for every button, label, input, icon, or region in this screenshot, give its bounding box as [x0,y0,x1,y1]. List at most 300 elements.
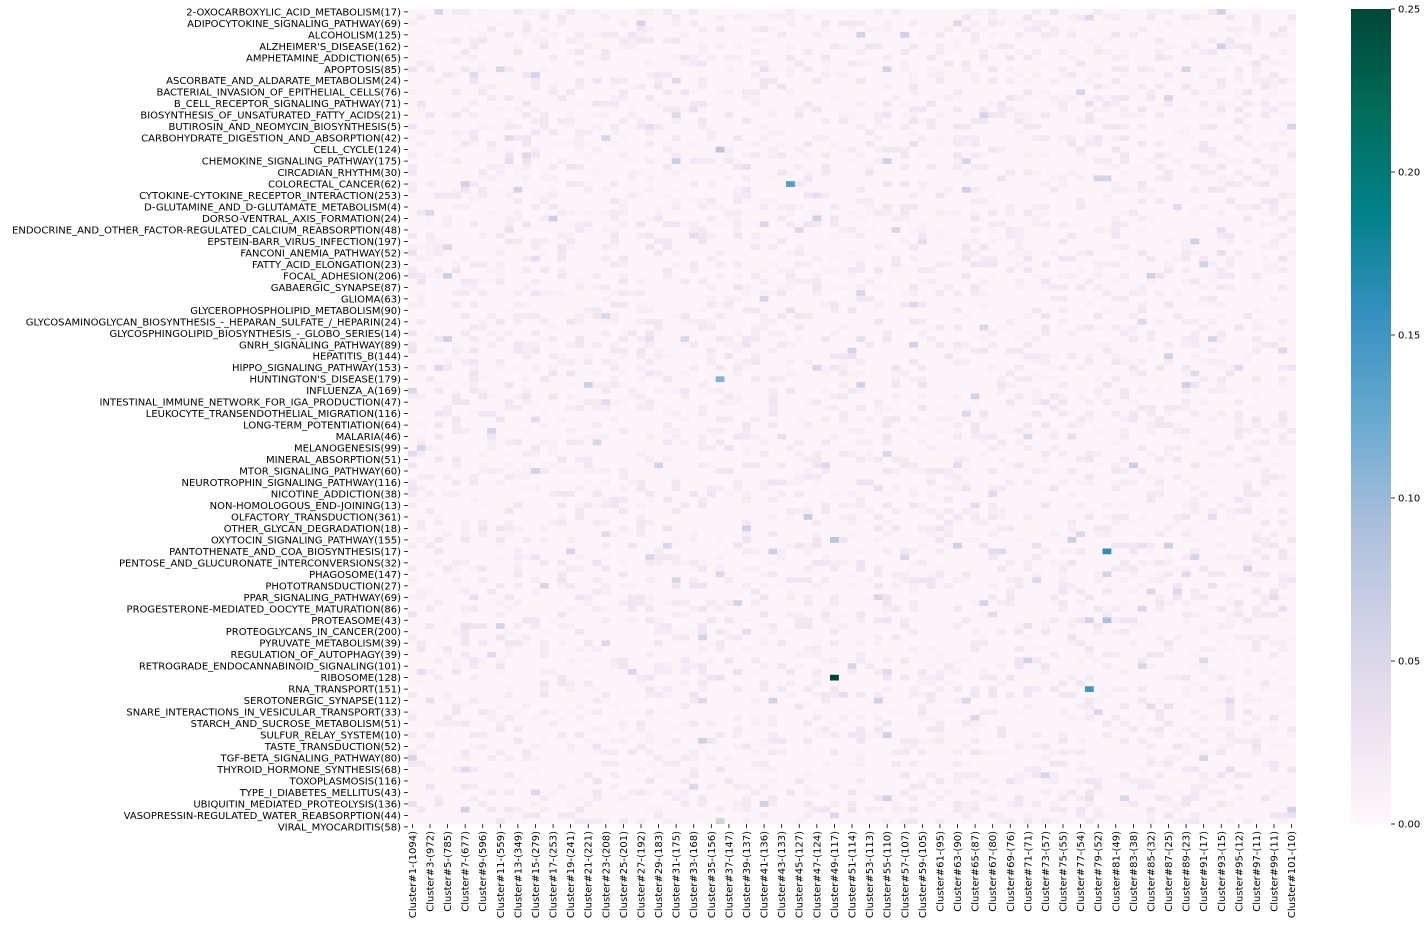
heatmap-cell [496,526,505,532]
heatmap-cell [610,738,619,744]
heatmap-cell [786,210,795,216]
heatmap-cell [1067,474,1076,480]
heatmap-cell [478,503,487,509]
heatmap-cell [812,669,821,675]
heatmap-cell [698,124,707,130]
y-tick-label: CIRCADIAN_RHYTHM(30) [277,168,401,180]
heatmap-cell [1226,239,1235,245]
heatmap-cell [1226,388,1235,394]
heatmap-cell [742,193,751,199]
x-tick-label: Cluster#85-(32) [1146,831,1158,912]
heatmap-cell [514,365,523,371]
heatmap-cell [478,376,487,382]
heatmap-cell [654,72,663,78]
heatmap-cell [1191,187,1200,193]
heatmap-cell [1006,78,1015,84]
heatmap-cell [786,204,795,210]
heatmap-cell [698,84,707,90]
heatmap-cell [540,319,549,325]
heatmap-cell [1138,543,1147,549]
heatmap-cell [1182,600,1191,606]
heatmap-cell [1015,262,1024,268]
heatmap-cell [557,520,566,526]
heatmap-cell [953,749,962,755]
heatmap-cell [918,709,927,715]
heatmap-cell [452,9,461,15]
heatmap-cell [610,290,619,296]
heatmap-cell [1278,26,1287,32]
heatmap-cell [593,606,602,612]
heatmap-cell [962,244,971,250]
heatmap-cell [1085,818,1094,824]
heatmap-cell [988,594,997,600]
heatmap-cell [522,617,531,623]
heatmap-cell [909,686,918,692]
heatmap-cell [1006,267,1015,273]
heatmap-cell [768,376,777,382]
heatmap-cell [733,669,742,675]
x-tick-label: Cluster#77-(54) [1076,831,1088,912]
y-tick-label: PANTOTHENATE_AND_COA_BIOSYNTHESIS(17) [169,546,401,558]
heatmap-cell [601,520,610,526]
heatmap-cell [1085,325,1094,331]
heatmap-cell [1059,95,1068,101]
heatmap-cell [927,491,936,497]
heatmap-cell [1067,749,1076,755]
heatmap-cell [1270,239,1279,245]
heatmap-cell [927,55,936,61]
heatmap-cell [936,566,945,572]
heatmap-cell [944,417,953,423]
y-tick-label: REGULATION_OF_AUTOPHAGY(39) [230,650,401,662]
heatmap-cell [1261,439,1270,445]
heatmap-cell [461,755,470,761]
heatmap-cell [540,560,549,566]
heatmap-cell [672,428,681,434]
heatmap-cell [1111,543,1120,549]
heatmap-cell [795,617,804,623]
heatmap-cell [575,732,584,738]
heatmap-cell [461,629,470,635]
heatmap-cell [821,417,830,423]
heatmap-cell [1147,422,1156,428]
heatmap-cell [1243,560,1252,566]
heatmap-cell [768,348,777,354]
heatmap-cell [1217,84,1226,90]
heatmap-cell [927,445,936,451]
heatmap-cell [716,313,725,319]
heatmap-cell [1164,9,1173,15]
heatmap-cell [698,583,707,589]
heatmap-cell [478,640,487,646]
heatmap-cell [1006,319,1015,325]
heatmap-cell [663,818,672,824]
heatmap-cell [1067,422,1076,428]
heatmap-cell [936,233,945,239]
heatmap-cell [1182,795,1191,801]
heatmap-cell [936,526,945,532]
heatmap-cell [557,256,566,262]
heatmap-cell [637,193,646,199]
heatmap-cell [742,239,751,245]
heatmap-cell [1120,457,1129,463]
heatmap-cell [900,675,909,681]
heatmap-cell [426,210,435,216]
heatmap-cell [1164,262,1173,268]
heatmap-cell [1226,233,1235,239]
heatmap-cell [725,336,734,342]
heatmap-cell [1015,250,1024,256]
heatmap-cell [557,417,566,423]
heatmap-cell [1234,72,1243,78]
heatmap-cell [637,394,646,400]
heatmap-cell [1041,135,1050,141]
heatmap-cell [962,170,971,176]
heatmap-cell [1041,818,1050,824]
heatmap-cell [1208,187,1217,193]
heatmap-cell [1191,15,1200,21]
heatmap-cell [786,388,795,394]
heatmap-cell [883,66,892,72]
heatmap-cell-highlight [716,376,725,382]
heatmap-cell [1199,629,1208,635]
heatmap-cell [522,348,531,354]
heatmap-cell [716,767,725,773]
heatmap-cell [944,709,953,715]
heatmap-cell [707,491,716,497]
heatmap-cell [830,405,839,411]
x-tick-label: Cluster#19-(241) [566,831,578,919]
heatmap-cell [434,267,443,273]
heatmap-cell [856,457,865,463]
y-tick-label: PPAR_SIGNALING_PATHWAY(69) [243,592,401,604]
heatmap-cell [1006,818,1015,824]
heatmap-cell [1164,170,1173,176]
heatmap-cell [452,462,461,468]
heatmap-cell [768,175,777,181]
heatmap-cell [707,658,716,664]
heatmap-cell [733,715,742,721]
heatmap-cell [408,801,417,807]
heatmap-cell [1094,49,1103,55]
heatmap-cell [557,560,566,566]
heatmap-cell [1050,394,1059,400]
heatmap-cell [1015,795,1024,801]
heatmap-cell [979,61,988,67]
heatmap-cell [514,566,523,572]
heatmap-cell [768,623,777,629]
heatmap-cell [760,451,769,457]
heatmap-cell [874,795,883,801]
heatmap-cell [918,577,927,583]
heatmap-cell [566,342,575,348]
heatmap-cell [892,267,901,273]
heatmap-cell [751,353,760,359]
heatmap-cell [918,187,927,193]
heatmap-cell [434,336,443,342]
heatmap-cell [698,744,707,750]
heatmap-cell [654,669,663,675]
heatmap-cell [716,428,725,434]
heatmap-cell [865,807,874,813]
heatmap-cell [795,818,804,824]
heatmap-cell [1261,78,1270,84]
heatmap-cell [1067,55,1076,61]
heatmap-cell [1199,663,1208,669]
heatmap-cell [1226,181,1235,187]
heatmap-cell [997,514,1006,520]
heatmap-cell [593,560,602,566]
heatmap-cell [892,813,901,819]
heatmap-cell [522,342,531,348]
heatmap-cell [672,795,681,801]
heatmap-cell [971,9,980,15]
heatmap-cell [522,451,531,457]
heatmap-cell [1234,399,1243,405]
heatmap-cell [1261,55,1270,61]
heatmap-cell [1015,365,1024,371]
colorbar-tick-label: 0.00 [1398,819,1421,831]
heatmap-cell [645,216,654,222]
heatmap-cell [1217,273,1226,279]
heatmap-cell [786,9,795,15]
heatmap-cell [786,170,795,176]
heatmap-cell [1164,175,1173,181]
heatmap-cell [874,112,883,118]
heatmap-cell [566,9,575,15]
heatmap-cell [900,32,909,38]
heatmap-cell [470,566,479,572]
heatmap-cell [812,399,821,405]
heatmap-cell [1129,813,1138,819]
heatmap-cell [452,669,461,675]
heatmap-cell [443,405,452,411]
heatmap-cell [1243,204,1252,210]
heatmap-cell [900,124,909,130]
heatmap-cell [1032,554,1041,560]
heatmap-cell [557,623,566,629]
heatmap-cell [979,721,988,727]
heatmap-cell [962,537,971,543]
heatmap-cell [663,376,672,382]
heatmap-cell [1050,9,1059,15]
heatmap-cell [1032,646,1041,652]
heatmap-cell [470,411,479,417]
heatmap-cell [601,330,610,336]
heatmap-cell [610,313,619,319]
heatmap-cell [426,698,435,704]
heatmap-cell [689,749,698,755]
heatmap-cell [1067,635,1076,641]
heatmap-cell [1094,95,1103,101]
heatmap-cell [470,66,479,72]
heatmap-cell [716,26,725,32]
heatmap-cell [804,549,813,555]
heatmap-cell [1015,130,1024,136]
heatmap-cell [1111,353,1120,359]
heatmap-cell [654,692,663,698]
heatmap-cell [505,715,514,721]
heatmap-cell [672,78,681,84]
heatmap-cell [971,686,980,692]
heatmap-cell [1094,709,1103,715]
heatmap-cell [918,692,927,698]
heatmap-cell [733,158,742,164]
heatmap-cell [988,583,997,589]
heatmap-cell [716,388,725,394]
heatmap-cell [1226,198,1235,204]
heatmap-cell [514,164,523,170]
heatmap-cell [1041,669,1050,675]
heatmap-cell [1120,9,1129,15]
heatmap-cell [575,319,584,325]
heatmap-cell [681,394,690,400]
heatmap-cell [839,147,848,153]
heatmap-cell [944,474,953,480]
heatmap-cell [777,663,786,669]
heatmap-cell [1076,61,1085,67]
heatmap-cell [628,388,637,394]
heatmap-cell [610,262,619,268]
heatmap-cell [742,549,751,555]
heatmap-cell [1120,669,1129,675]
heatmap-cell [408,348,417,354]
heatmap-cell [909,692,918,698]
heatmap-cell [505,221,514,227]
heatmap-cell [663,221,672,227]
heatmap-cell [1270,589,1279,595]
heatmap-cell [725,399,734,405]
heatmap-cell [470,365,479,371]
heatmap-cell [496,66,505,72]
heatmap-cell [1050,801,1059,807]
heatmap-cell [1191,319,1200,325]
heatmap-cell [1182,801,1191,807]
heatmap-cell [698,43,707,49]
heatmap-cell [944,669,953,675]
heatmap-cell [1085,359,1094,365]
heatmap-cell [452,388,461,394]
heatmap-cell [1217,359,1226,365]
heatmap-cell [804,175,813,181]
heatmap-cell [610,32,619,38]
heatmap-cell [979,635,988,641]
heatmap-cell [1041,227,1050,233]
heatmap-cell [1041,755,1050,761]
heatmap-cell [426,491,435,497]
heatmap-cell [892,577,901,583]
heatmap-cell [795,577,804,583]
heatmap-cell [918,715,927,721]
heatmap-cell [1234,325,1243,331]
heatmap-cell [1120,244,1129,250]
heatmap-cell [610,210,619,216]
heatmap-cell [1094,325,1103,331]
heatmap-cell [426,233,435,239]
heatmap-cell [601,543,610,549]
heatmap-cell [505,686,514,692]
heatmap-cell [593,307,602,313]
heatmap-cell [610,227,619,233]
heatmap-cell [645,709,654,715]
y-tick-label: PYRUVATE_METABOLISM(39) [259,638,401,650]
heatmap-cell [408,612,417,618]
heatmap-cell [856,738,865,744]
heatmap-cell [452,560,461,566]
heatmap-cell [1261,221,1270,227]
heatmap-cell [1208,89,1217,95]
heatmap-cell [1103,95,1112,101]
x-tick-label: Cluster#101-(10) [1287,831,1299,919]
heatmap-cell [637,726,646,732]
heatmap-cell [1032,371,1041,377]
heatmap-cell [1147,818,1156,824]
heatmap-cell [1182,15,1191,21]
heatmap-cell [1050,26,1059,32]
heatmap-cell [786,43,795,49]
heatmap-cell [1252,606,1261,612]
heatmap-cell [953,342,962,348]
heatmap-cell [979,520,988,526]
heatmap-cell [988,491,997,497]
heatmap-cell [804,422,813,428]
heatmap-cell [1164,359,1173,365]
heatmap-cell [637,290,646,296]
heatmap-cell [434,244,443,250]
heatmap-cell [1243,485,1252,491]
heatmap-cell [487,434,496,440]
heatmap-cell [768,560,777,566]
heatmap-cell [443,646,452,652]
heatmap-cell [751,152,760,158]
heatmap-cell [1111,147,1120,153]
heatmap-cell [725,216,734,222]
heatmap-cell [1261,262,1270,268]
heatmap-cell [777,686,786,692]
y-tick-label: PROTEOGLYCANS_IN_CANCER(200) [225,627,401,639]
heatmap-cell [909,319,918,325]
heatmap-cell [812,365,821,371]
heatmap-cell [1182,382,1191,388]
heatmap-cell [1138,290,1147,296]
heatmap-cell [663,526,672,532]
heatmap-cell [804,646,813,652]
heatmap-cell [681,721,690,727]
heatmap-cell [408,164,417,170]
x-tick-label: Cluster#17-(253) [548,831,560,919]
heatmap-cell [496,279,505,285]
heatmap-cell [760,325,769,331]
heatmap-cell [733,43,742,49]
heatmap-cell [883,107,892,113]
heatmap-cell [514,187,523,193]
heatmap-cell [874,124,883,130]
heatmap-cell [962,417,971,423]
heatmap-cell [514,474,523,480]
heatmap-cell [997,388,1006,394]
heatmap-cell [979,164,988,170]
heatmap-cell [522,112,531,118]
heatmap-cell [645,600,654,606]
heatmap-cell [927,267,936,273]
heatmap-cell [821,61,830,67]
heatmap-cell [452,89,461,95]
heatmap-cell [1120,55,1129,61]
heatmap-cell [698,445,707,451]
heatmap-cell [900,112,909,118]
heatmap-cell [645,9,654,15]
heatmap-cell [953,623,962,629]
